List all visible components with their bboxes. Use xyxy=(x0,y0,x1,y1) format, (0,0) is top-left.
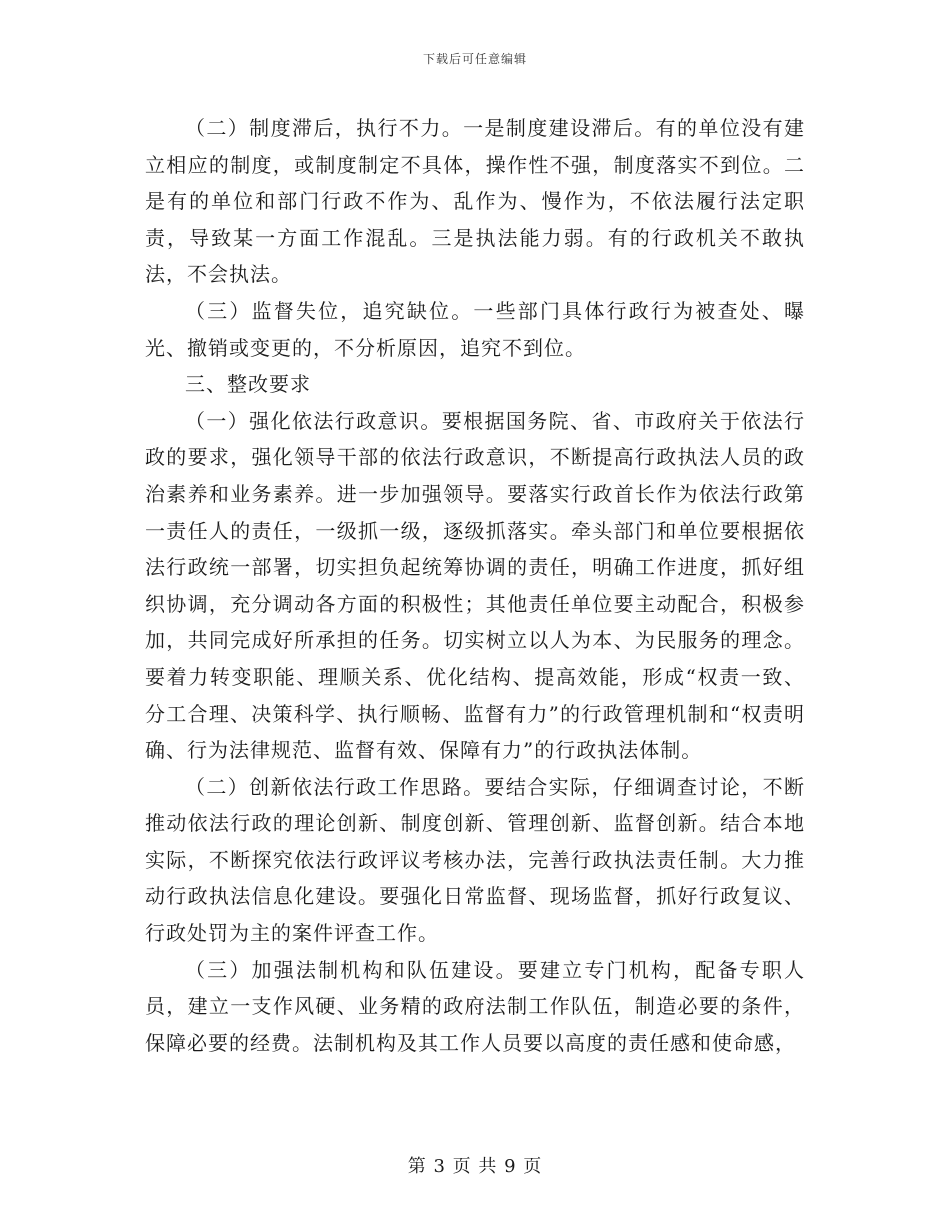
paragraph-innovate-approach: （二）创新依法行政工作思路。要结合实际，仔细调查讨论，不断推动依法行政的理论创新、制度创新、管理创新、监督创新。结合本地实际，不断探究依法行政评议考核办法，完善行政执法责任制。大力推动行政执法信息化建设。要强化日常监督、现场监督，抓好行政复议、行政处罚为主的案件评查工作。 xyxy=(145,774,805,946)
document-body xyxy=(145,110,805,1061)
page-number: 第 3 页 共 9 页 xyxy=(407,1156,543,1177)
section-heading-rectification: 三、整改要求 xyxy=(185,372,311,397)
paragraph-supervision-gap: （三）监督失位，追究缺位。一些部门具体行政行为被查处、曝光、撤销或变更的，不分析原因，追究不到位。 xyxy=(145,298,805,360)
header-note: 下载后可任意编辑 xyxy=(422,52,527,66)
paragraph-institution-lag: （二）制度滞后，执行不力。一是制度建设滞后。有的单位没有建立相应的制度，或制度制定不具体，操作性不强，制度落实不到位。二是有的单位和部门行政不作为、乱作为、慢作为，不依法履行法定职责，导致某一方面工作混乱。三是执法能力弱。有的行政机关不敢执法，不会执法。 xyxy=(145,116,805,287)
paragraph-team-building: （三）加强法制机构和队伍建设。要建立专门机构，配备专职人员，建立一支作风硬、业务精的政府法制工作队伍，制造必要的条件，保障必要的经费。法制机构及其工作人员要以高度的责任感和使命感， xyxy=(145,957,805,1055)
paragraph-strengthen-awareness: （一）强化依法行政意识。要根据国务院、省、市政府关于依法行政的要求，强化领导干部的依法行政意识，不断提高行政执法人员的政治素养和业务素养。进一步加强领导。要落实行政首长作为依法行政第一责任人的责任，一级抓一级，逐级抓落实。牵头部门和单位要根据依法行政统一部署，切实担负起统筹协调的责任，明确工作进度，抓好组织协调，充分调动各方面的积极性；其他责任单位要主动配合，积极参加，共同完成好所承担的任务。切实树立以人为本、为民服务的理念。要着力转变职能、理顺关系、优化结构、提高效能，形成“权责一致、分工合理、决策科学、执行顺畅、监督有力”的行政管理机制和“权责明确、行为法律规范、监督有效、保障有力”的行政执法体制。 xyxy=(145,408,805,763)
